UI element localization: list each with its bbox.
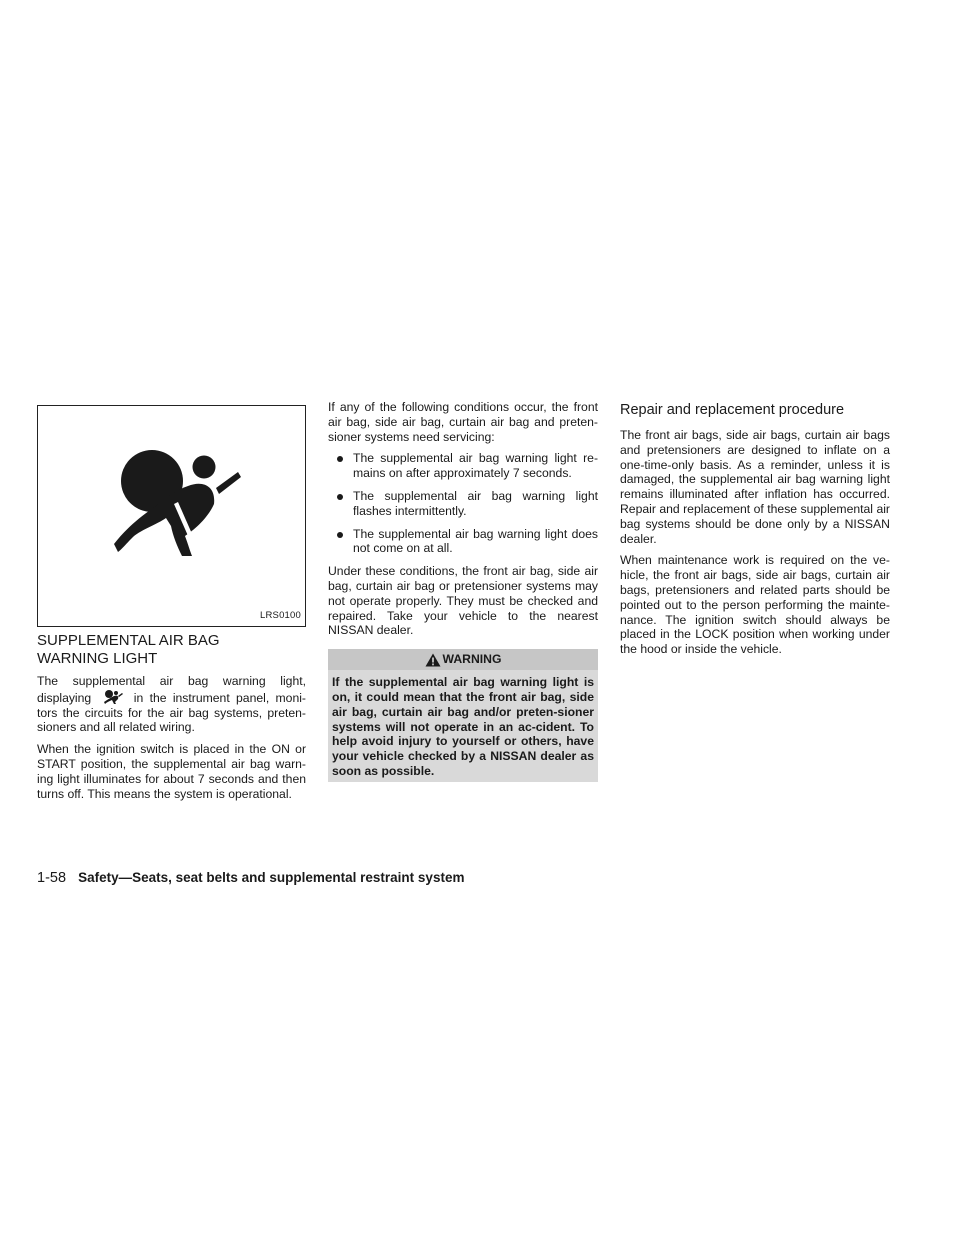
warning-title: WARNING <box>442 652 502 667</box>
chapter-title: Safety—Seats, seat belts and supplemental restraint system <box>78 870 465 885</box>
page-number: 1-58 <box>37 870 67 886</box>
conditions-list <box>328 451 598 556</box>
bullet-icon <box>337 456 343 462</box>
heading-line-1: SUPPLEMENTAL AIR BAG <box>37 632 220 649</box>
heading-line-2: WARNING LIGHT <box>37 649 158 667</box>
paragraph-2: When the ignition switch is placed in the ON or START position, the supplemental air bag warn-ing light illuminates for about 7 seconds and then turns off. This means the system is operational. <box>37 742 306 801</box>
list-item-text: The supplemental air bag warning light does not come on at all. <box>353 526 598 556</box>
figure-code: LRS0100 <box>259 610 301 622</box>
list-item <box>328 489 598 519</box>
warning-triangle-icon <box>425 653 441 667</box>
repair-paragraph-1: The front air bags, side air bags, curtain air bags and pretensioners are designed to inflate on a one-time-only basis. As a reminder, unless it is damaged, the supplemental air bag warning light remains illuminated after inflation has occurred. Repair and replacement of these supplemental air bag systems should be done only by a NISSAN dealer. <box>620 428 890 546</box>
list-item <box>328 451 598 481</box>
middle-column <box>328 400 598 782</box>
right-column <box>620 400 890 664</box>
warning-header <box>328 649 598 670</box>
page-footer <box>37 870 464 886</box>
airbag-figure <box>37 405 306 627</box>
bullet-icon <box>337 494 343 500</box>
repair-paragraph-2: When maintenance work is required on the ve-hicle, the front air bags, side air bags, curtain air bags, pretensioners and related parts should be pointed out to the person performing the mainte-nance. The ignition switch should always be placed in the LOCK position when working under the hood or inside the vehicle. <box>620 553 890 657</box>
paragraph-1-end: in the instrument panel, moni-tors the circuits for the air bag systems, preten-sioners and all related wiring. <box>37 690 306 735</box>
section-heading <box>37 632 306 667</box>
warning-text: If the supplemental air bag warning light is on, it could mean that the front air bag, side air bag, curtain air bag and/or preten-sioner systems will not operate in an ac-cident. To help avoid injury to yourself or others, have your vehicle checked by a NISSAN dealer as soon as possible. <box>332 675 594 778</box>
bullet-icon <box>337 532 343 538</box>
airbag-inline-icon <box>102 689 124 705</box>
conditions-intro: If any of the following conditions occur, the front air bag, side air bag, curtain air bag and preten-sioner systems need servicing: <box>328 400 598 444</box>
paragraph-1 <box>37 674 306 735</box>
list-item <box>328 527 598 557</box>
airbag-warning-icon <box>38 406 305 626</box>
list-item-text: The supplemental air bag warning light flashes intermittently. <box>353 488 598 518</box>
left-column <box>37 400 306 808</box>
paragraph-1-start: The supplemental air bag warning light, displaying <box>37 674 306 705</box>
warning-box <box>328 649 598 782</box>
subsection-heading: Repair and replacement procedure <box>620 402 845 418</box>
conditions-after: Under these conditions, the front air bag, side air bag, curtain air bag or pretensioner systems may not operate properly. They must be checked and repaired. Take your vehicle to the nearest NISSAN dealer. <box>328 564 598 638</box>
list-item-text: The supplemental air bag warning light re-mains on after approximately 7 seconds. <box>353 451 598 481</box>
